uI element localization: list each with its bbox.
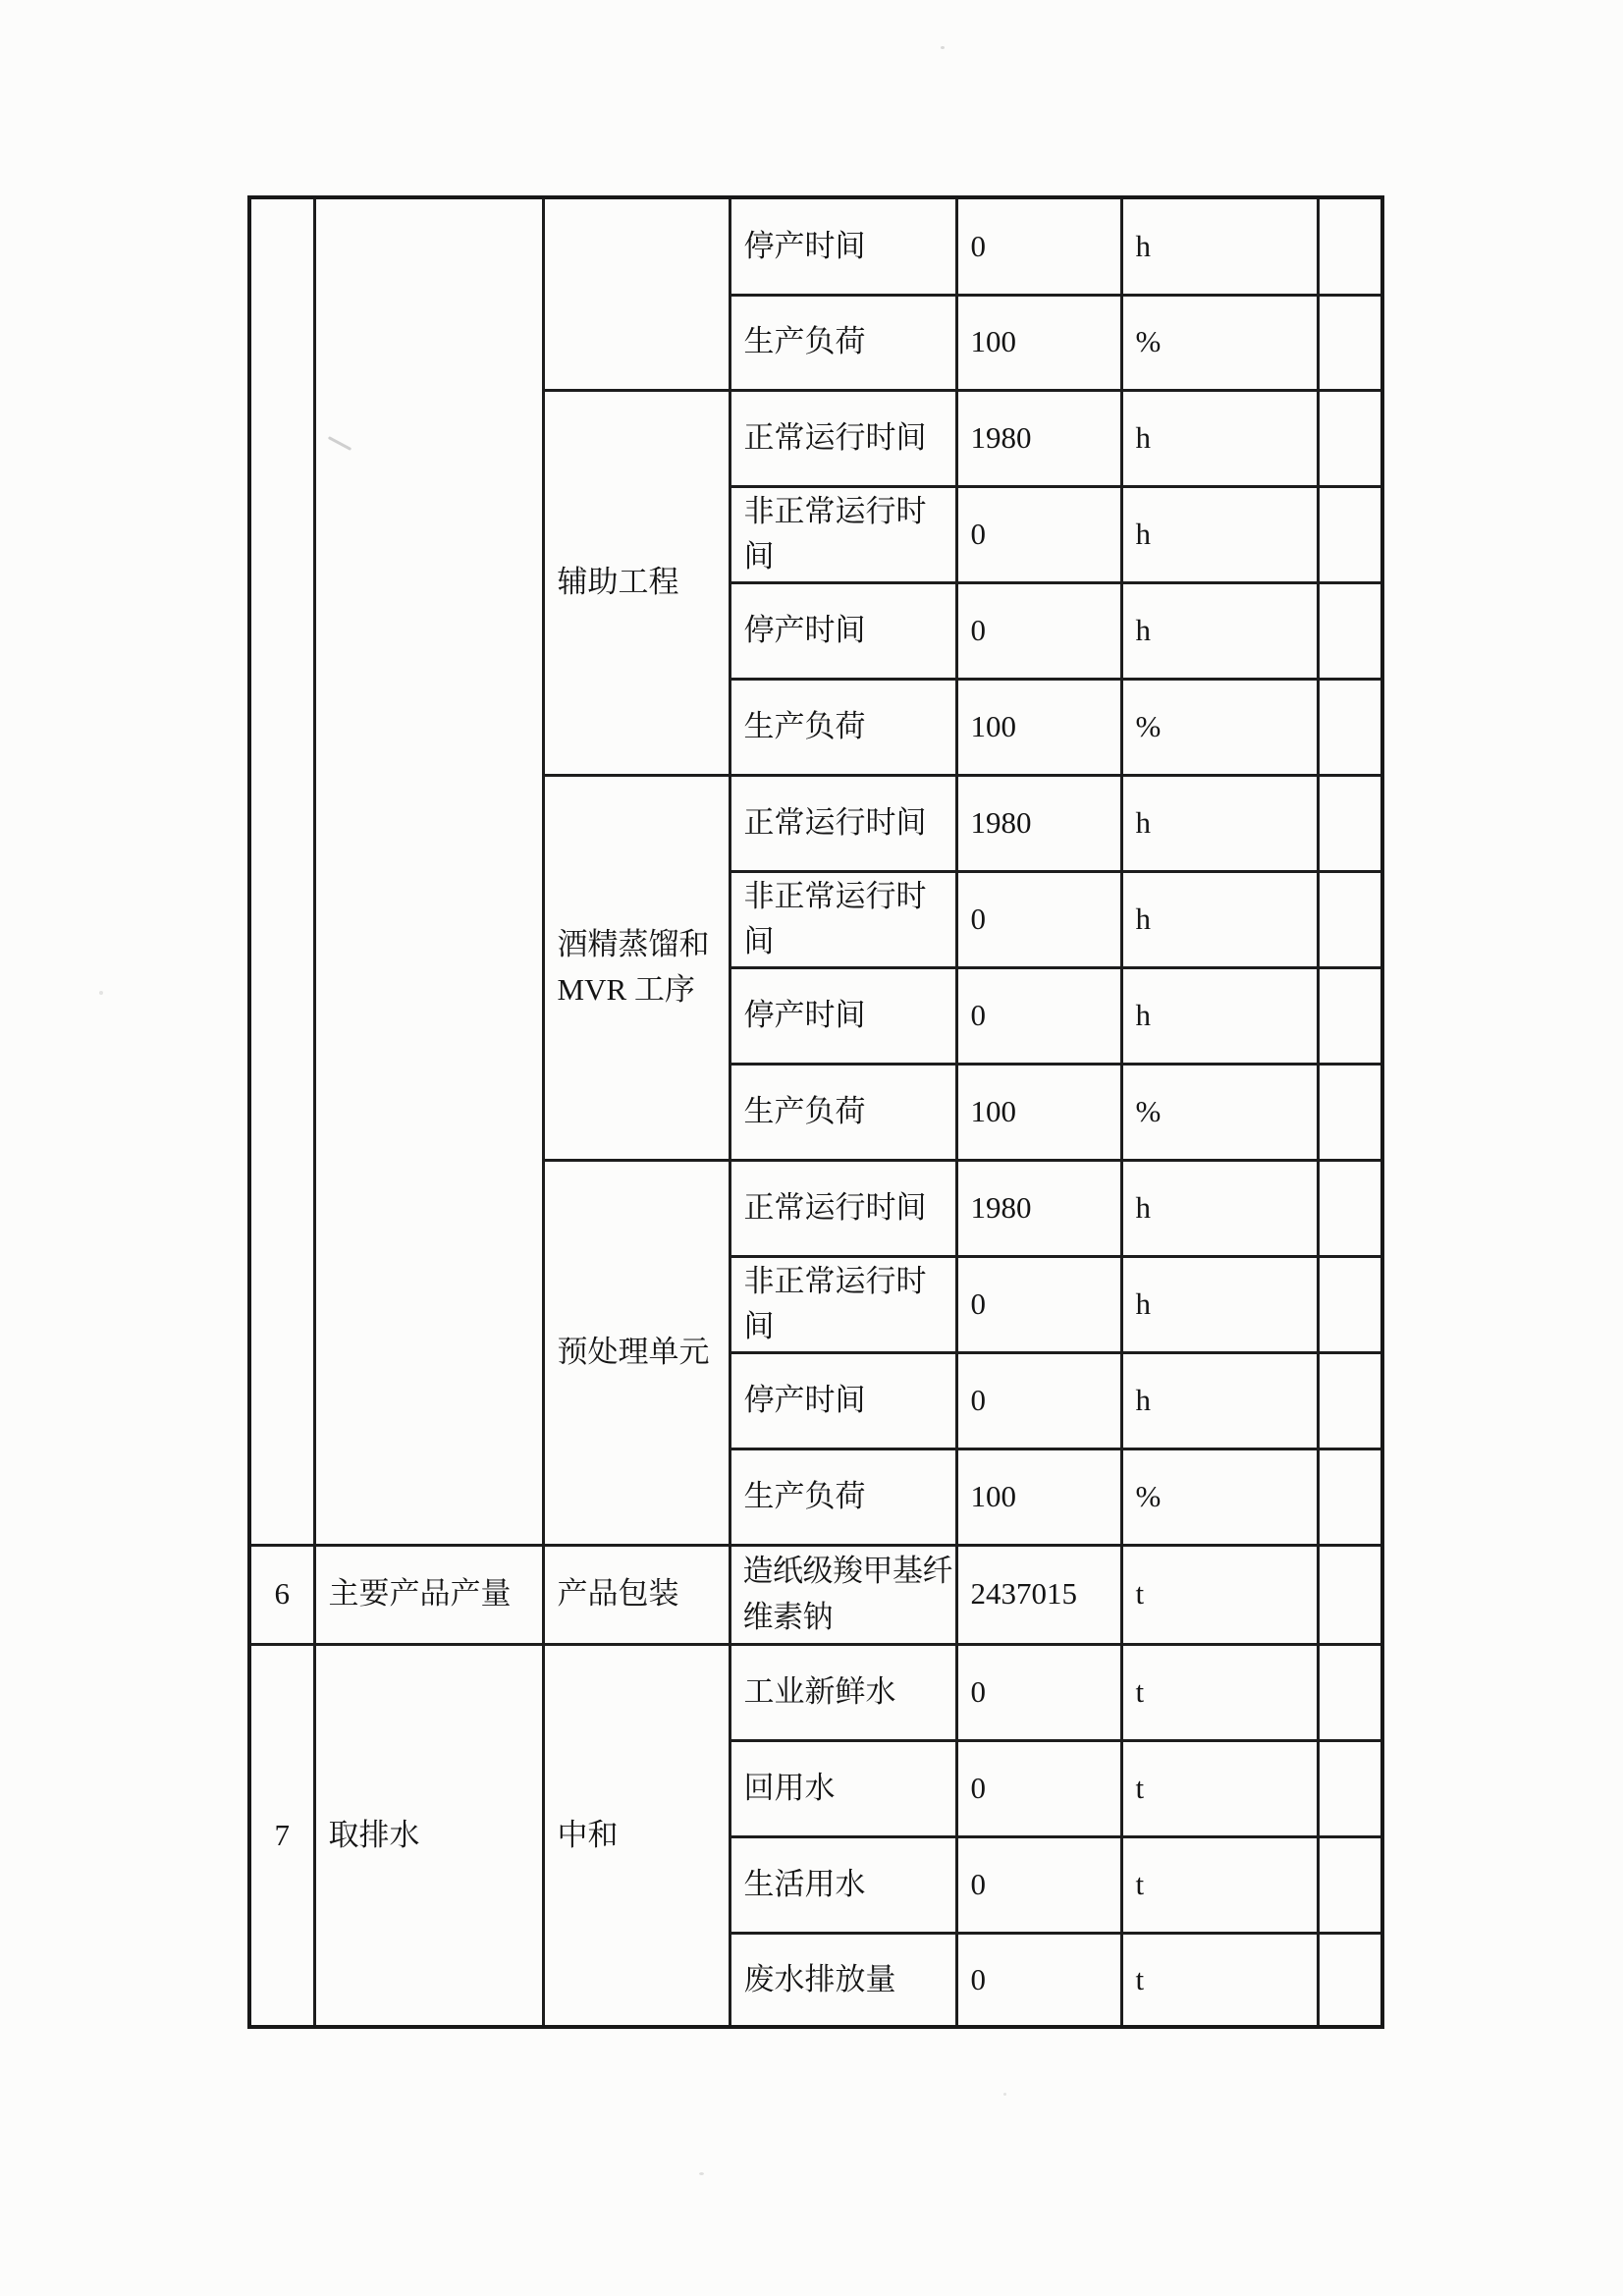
value-cell: 1980 — [956, 390, 1121, 486]
extra-cell — [1318, 295, 1382, 390]
value-cell: 0 — [956, 1836, 1121, 1933]
unit-cell: t — [1121, 1740, 1318, 1836]
extra-cell — [1318, 1160, 1382, 1256]
unit-cell: t — [1121, 1836, 1318, 1933]
extra-cell — [1318, 1449, 1382, 1545]
unit-cell: % — [1121, 1064, 1318, 1160]
serial-cell: 7 — [249, 1644, 314, 2027]
group-label: 辅助工程 — [557, 564, 679, 599]
param-cell: 生产负荷 — [730, 295, 956, 390]
scan-speck — [699, 2172, 704, 2175]
table-row — [249, 197, 1382, 295]
unit-cell: h — [1121, 1256, 1318, 1352]
param-cell: 正常运行时间 — [730, 775, 956, 871]
scan-speck — [1003, 2093, 1006, 2096]
extra-cell — [1318, 582, 1382, 679]
group-label: 预处理单元 — [557, 1334, 710, 1369]
param-cell: 正常运行时间 — [730, 390, 956, 486]
unit-cell: t — [1121, 1644, 1318, 1740]
category-cell: 主要产品产量 — [314, 1545, 543, 1644]
unit-cell: h — [1121, 582, 1318, 679]
unit-cell: t — [1121, 1545, 1318, 1644]
param-cell: 造纸级羧甲基纤维素钠 — [730, 1545, 956, 1644]
subcategory-cell: 产品包装 — [543, 1545, 730, 1644]
param-cell: 回用水 — [730, 1740, 956, 1836]
param-cell: 停产时间 — [730, 197, 956, 295]
extra-cell — [1318, 1256, 1382, 1352]
param-cell: 非正常运行时间 — [730, 1256, 956, 1352]
value-cell: 100 — [956, 679, 1121, 775]
extra-cell — [1318, 775, 1382, 871]
unit-cell: h — [1121, 486, 1318, 582]
value-cell: 0 — [956, 1256, 1121, 1352]
subcategory-cell: 中和 — [543, 1644, 730, 2027]
value-cell: 0 — [956, 197, 1121, 295]
value-cell: 1980 — [956, 1160, 1121, 1256]
param-cell: 生产负荷 — [730, 679, 956, 775]
param-cell: 停产时间 — [730, 967, 956, 1064]
serial-cell-empty — [249, 197, 314, 1545]
value-cell: 0 — [956, 582, 1121, 679]
value-cell: 0 — [956, 871, 1121, 967]
group-label-cell — [543, 775, 730, 1160]
value-cell: 100 — [956, 1064, 1121, 1160]
param-cell: 停产时间 — [730, 1352, 956, 1449]
value-cell: 0 — [956, 967, 1121, 1064]
param-cell: 非正常运行时间 — [730, 871, 956, 967]
value-cell: 0 — [956, 1644, 1121, 1740]
extra-cell — [1318, 679, 1382, 775]
extra-cell — [1318, 1836, 1382, 1933]
unit-cell: h — [1121, 197, 1318, 295]
table-row — [249, 1644, 1382, 1740]
extra-cell — [1318, 197, 1382, 295]
value-cell: 100 — [956, 1449, 1121, 1545]
param-cell: 正常运行时间 — [730, 1160, 956, 1256]
production-statistics-table — [247, 195, 1384, 2029]
value-cell: 100 — [956, 295, 1121, 390]
unit-cell: % — [1121, 295, 1318, 390]
subcategory-cell-empty — [543, 197, 730, 390]
extra-cell — [1318, 1352, 1382, 1449]
unit-cell: h — [1121, 390, 1318, 486]
extra-cell — [1318, 1545, 1382, 1644]
category-cell: 取排水 — [314, 1644, 543, 2027]
category-cell-empty — [314, 197, 543, 1545]
unit-cell: h — [1121, 871, 1318, 967]
extra-cell — [1318, 871, 1382, 967]
group-label-cell — [543, 390, 730, 775]
value-cell: 0 — [956, 1740, 1121, 1836]
value-cell: 2437015 — [956, 1545, 1121, 1644]
unit-cell: t — [1121, 1933, 1318, 2027]
unit-cell: h — [1121, 775, 1318, 871]
param-cell: 废水排放量 — [730, 1933, 956, 2027]
value-cell: 0 — [956, 1352, 1121, 1449]
param-cell: 非正常运行时间 — [730, 486, 956, 582]
extra-cell — [1318, 1064, 1382, 1160]
group-label-cell — [543, 1160, 730, 1545]
param-cell: 生活用水 — [730, 1836, 956, 1933]
unit-cell: % — [1121, 679, 1318, 775]
scan-speck — [941, 46, 945, 49]
param-cell: 生产负荷 — [730, 1064, 956, 1160]
group-label: 酒精蒸馏和MVR 工序 — [557, 926, 710, 1007]
unit-cell: h — [1121, 1352, 1318, 1449]
extra-cell — [1318, 967, 1382, 1064]
serial-cell: 6 — [249, 1545, 314, 1644]
value-cell: 0 — [956, 1933, 1121, 2027]
extra-cell — [1318, 1644, 1382, 1740]
extra-cell — [1318, 390, 1382, 486]
unit-cell: % — [1121, 1449, 1318, 1545]
scan-speck — [99, 991, 103, 995]
extra-cell — [1318, 1933, 1382, 2027]
param-cell: 生产负荷 — [730, 1449, 956, 1545]
param-cell: 工业新鲜水 — [730, 1644, 956, 1740]
extra-cell — [1318, 1740, 1382, 1836]
extra-cell — [1318, 486, 1382, 582]
table-row-product — [249, 1545, 1382, 1644]
value-cell: 0 — [956, 486, 1121, 582]
value-cell: 1980 — [956, 775, 1121, 871]
unit-cell: h — [1121, 1160, 1318, 1256]
param-cell: 停产时间 — [730, 582, 956, 679]
unit-cell: h — [1121, 967, 1318, 1064]
